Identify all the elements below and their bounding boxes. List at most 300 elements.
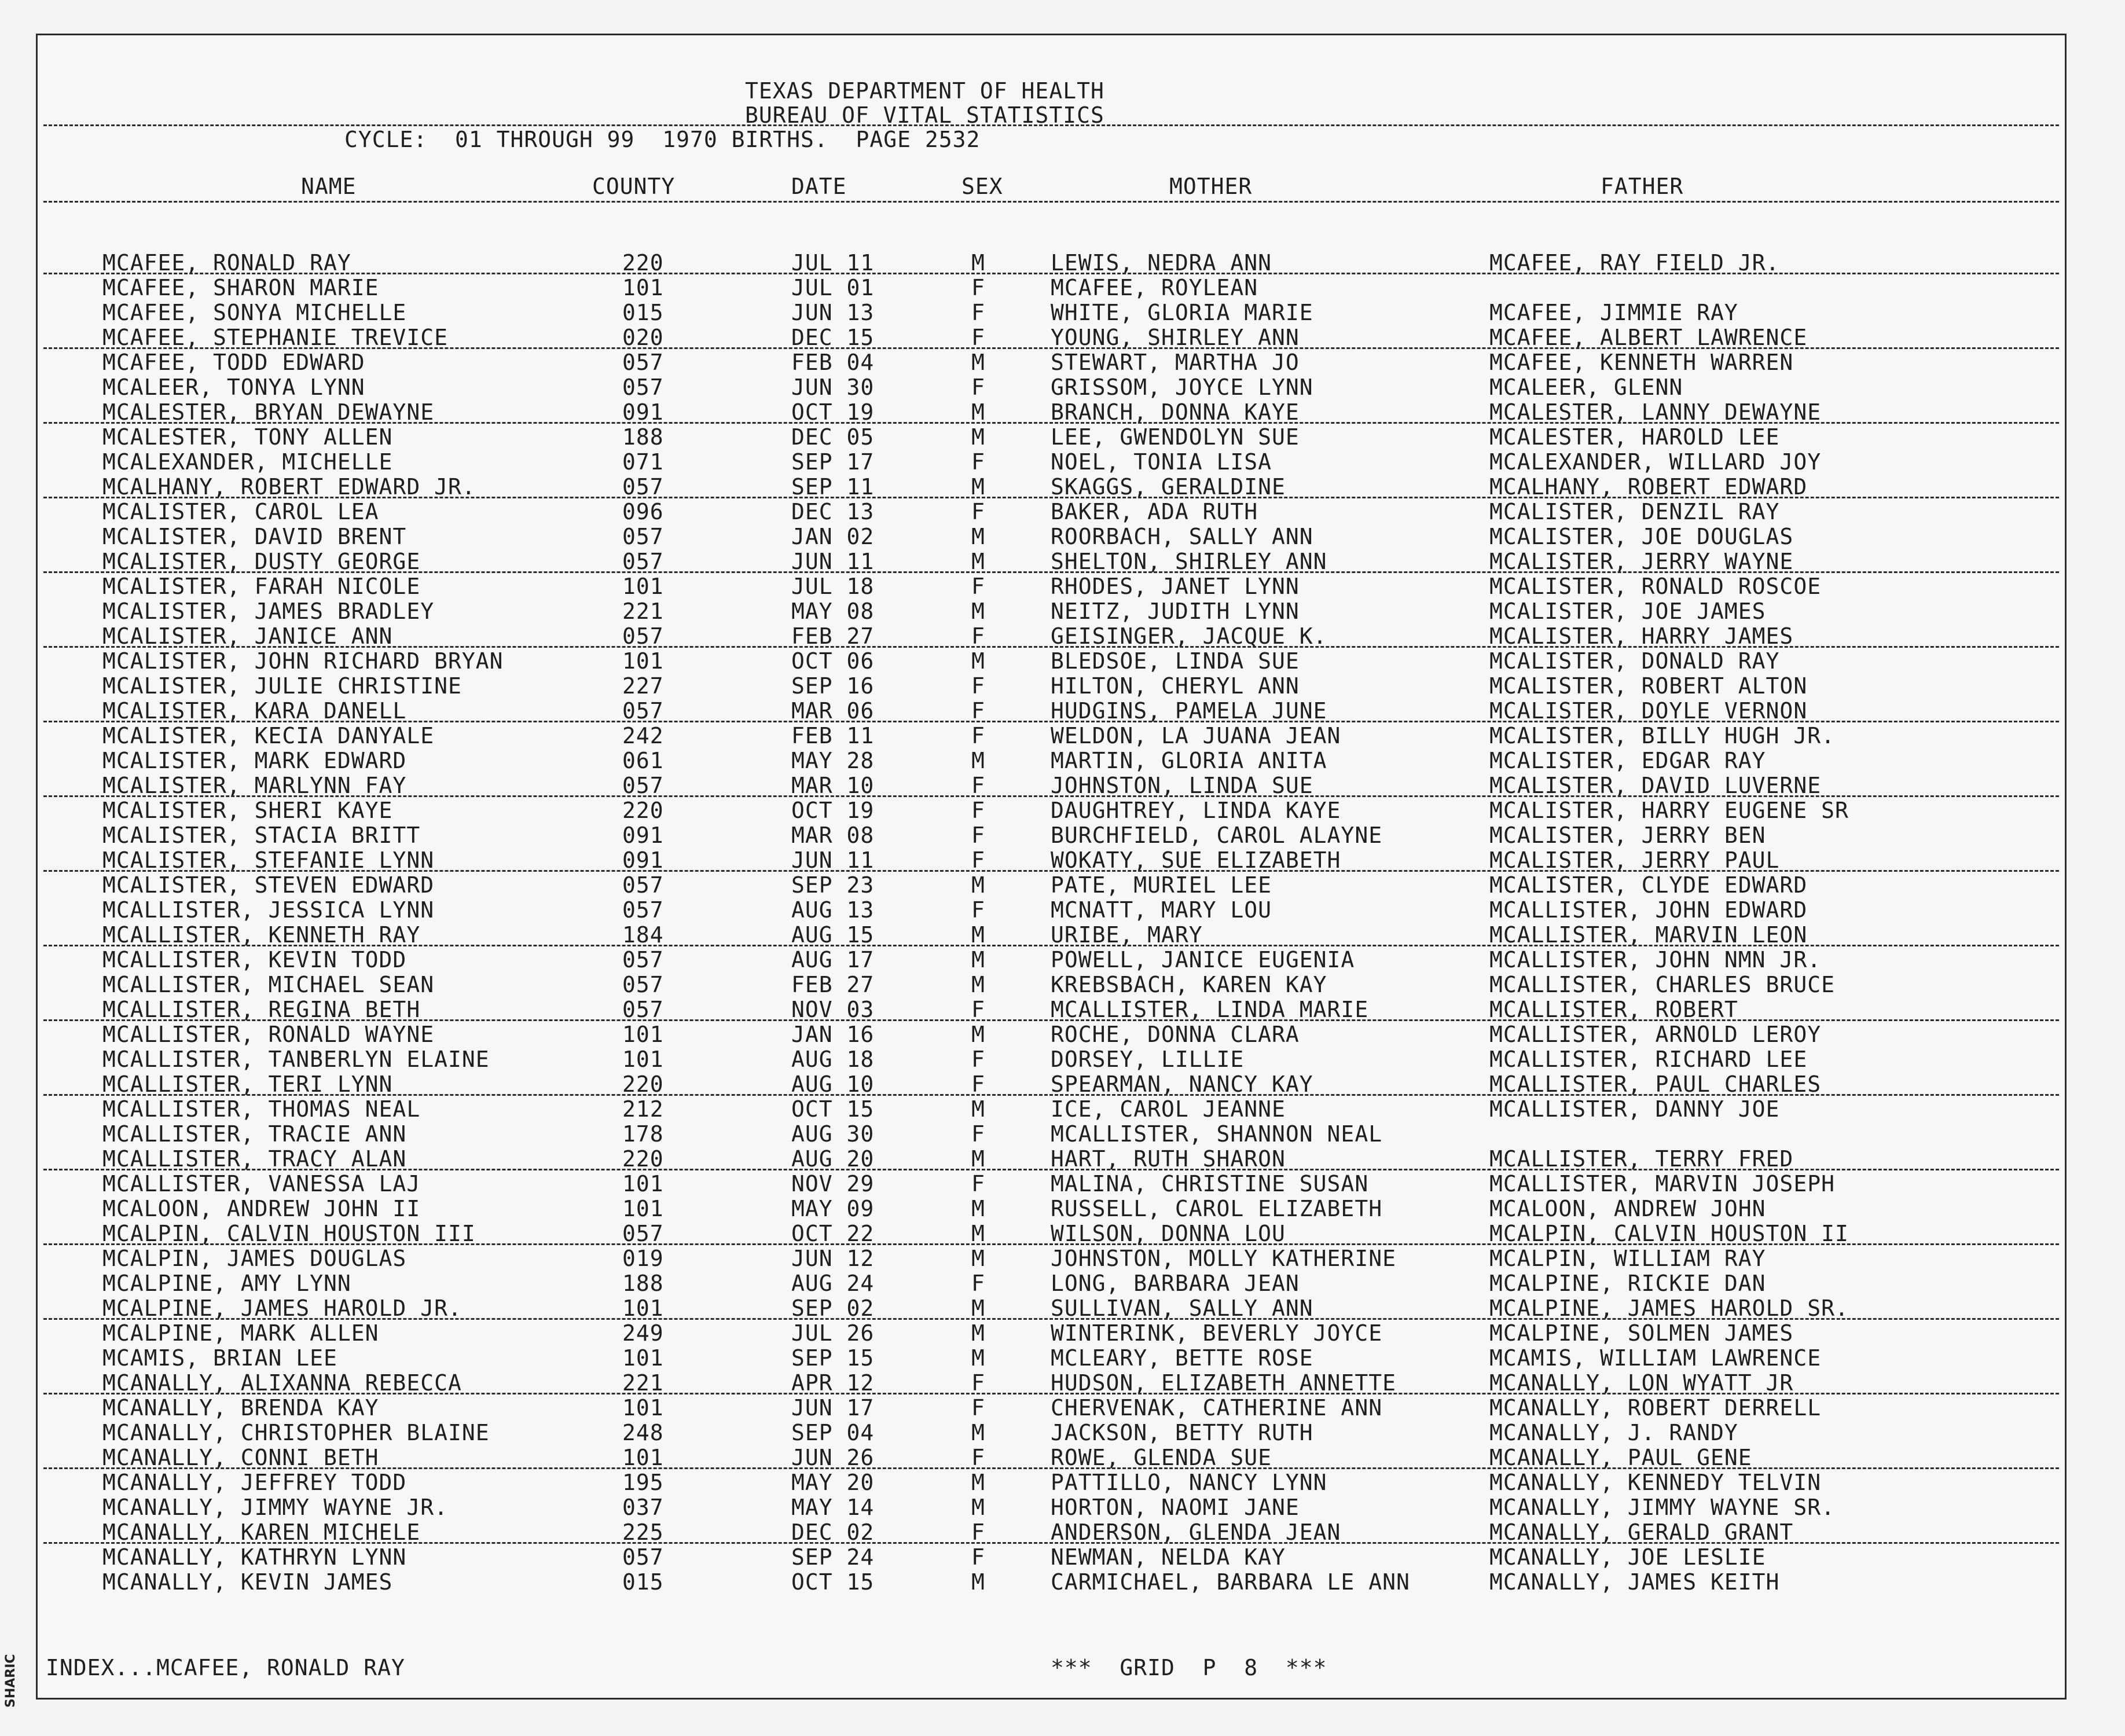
cell-father: MCALLISTER, DANNY JOE bbox=[1489, 1096, 1780, 1122]
cell-name: MCALISTER, JOHN RICHARD BRYAN bbox=[102, 648, 504, 674]
cell-date: AUG 13 bbox=[791, 897, 875, 923]
table-row bbox=[38, 1346, 2065, 1371]
cell-mother: ROCHE, DONNA CLARA bbox=[1051, 1022, 1300, 1047]
cell-name: MCANALLY, CHRISTOPHER BLAINE bbox=[102, 1420, 490, 1445]
cell-sex: M bbox=[971, 1221, 985, 1246]
cell-mother: WOKATY, SUE ELIZABETH bbox=[1051, 847, 1341, 873]
cell-mother: NOEL, TONIA LISA bbox=[1051, 449, 1272, 475]
cell-mother: HORTON, NAOMI JANE bbox=[1051, 1495, 1300, 1520]
cell-father: MCALISTER, HARRY JAMES bbox=[1489, 623, 1794, 649]
cell-sex: M bbox=[971, 1295, 985, 1321]
cell-county: 101 bbox=[622, 1295, 664, 1321]
cell-sex: F bbox=[971, 1520, 985, 1545]
cell-sex: M bbox=[971, 748, 985, 773]
cell-sex: M bbox=[971, 1096, 985, 1122]
cell-mother: MCALLISTER, LINDA MARIE bbox=[1051, 997, 1369, 1022]
cell-sex: M bbox=[971, 350, 985, 375]
cell-sex: M bbox=[971, 1345, 985, 1371]
cell-name: MCALLISTER, THOMAS NEAL bbox=[102, 1096, 421, 1122]
cell-date: DEC 02 bbox=[791, 1520, 875, 1545]
cell-mother: LONG, BARBARA JEAN bbox=[1051, 1271, 1300, 1296]
table-row bbox=[38, 599, 2065, 624]
cell-name: MCAFEE, SHARON MARIE bbox=[102, 275, 379, 300]
cell-sex: M bbox=[971, 474, 985, 500]
table-row bbox=[38, 1495, 2065, 1520]
cell-mother: BAKER, ADA RUTH bbox=[1051, 499, 1258, 524]
cell-county: 057 bbox=[622, 549, 664, 574]
cell-county: 221 bbox=[622, 599, 664, 624]
cell-county: 015 bbox=[622, 1569, 664, 1595]
table-row bbox=[38, 748, 2065, 773]
cell-date: JUN 30 bbox=[791, 375, 875, 400]
table-row bbox=[38, 1321, 2065, 1346]
cell-sex: M bbox=[971, 648, 985, 674]
cell-father: MCALLISTER, PAUL CHARLES bbox=[1489, 1071, 1822, 1097]
cell-father: MCAFEE, KENNETH WARREN bbox=[1489, 350, 1794, 375]
cell-sex: F bbox=[971, 1445, 985, 1470]
table-row bbox=[38, 1246, 2065, 1271]
cell-county: 221 bbox=[622, 1370, 664, 1396]
cell-mother: SPEARMAN, NANCY KAY bbox=[1051, 1071, 1313, 1097]
cell-county: 101 bbox=[622, 1345, 664, 1371]
cell-name: MCAFEE, TODD EDWARD bbox=[102, 350, 365, 375]
table-row bbox=[38, 1047, 2065, 1072]
cell-sex: F bbox=[971, 375, 985, 400]
cell-county: 188 bbox=[622, 424, 664, 450]
cell-county: 057 bbox=[622, 773, 664, 798]
cell-father: MCALISTER, EDGAR RAY bbox=[1489, 748, 1766, 773]
cell-date: JAN 16 bbox=[791, 1022, 875, 1047]
cell-name: MCALLISTER, TRACIE ANN bbox=[102, 1121, 407, 1147]
cell-date: OCT 19 bbox=[791, 399, 875, 425]
table-row bbox=[38, 773, 2065, 798]
cell-mother: MCNATT, MARY LOU bbox=[1051, 897, 1272, 923]
cell-date: JUL 11 bbox=[791, 250, 875, 276]
table-row bbox=[38, 997, 2065, 1022]
column-headers bbox=[38, 174, 2065, 200]
cell-county: 057 bbox=[622, 375, 664, 400]
cell-mother: WELDON, LA JUANA JEAN bbox=[1051, 723, 1341, 748]
cell-name: MCALEXANDER, MICHELLE bbox=[102, 449, 393, 475]
cell-mother: MCLEARY, BETTE ROSE bbox=[1051, 1345, 1313, 1371]
cell-father: MCALLISTER, TERRY FRED bbox=[1489, 1146, 1794, 1172]
cell-mother: PATE, MURIEL LEE bbox=[1051, 872, 1272, 898]
cell-mother: ICE, CAROL JEANNE bbox=[1051, 1096, 1286, 1122]
cell-mother: SHELTON, SHIRLEY ANN bbox=[1051, 549, 1327, 574]
cell-sex: M bbox=[971, 599, 985, 624]
cell-father: MCALLISTER, MARVIN JOSEPH bbox=[1489, 1171, 1835, 1197]
cell-father: MCALPIN, WILLIAM RAY bbox=[1489, 1246, 1766, 1271]
table-row bbox=[38, 1470, 2065, 1495]
cell-name: MCAFEE, RONALD RAY bbox=[102, 250, 351, 276]
cell-name: MCANALLY, JIMMY WAYNE JR. bbox=[102, 1495, 448, 1520]
cell-county: 220 bbox=[622, 798, 664, 823]
cell-mother: NEITZ, JUDITH LYNN bbox=[1051, 599, 1300, 624]
cell-father: MCAMIS, WILLIAM LAWRENCE bbox=[1489, 1345, 1822, 1371]
cell-mother: BURCHFIELD, CAROL ALAYNE bbox=[1051, 823, 1383, 848]
cell-father: MCALISTER, JERRY WAYNE bbox=[1489, 549, 1794, 574]
cell-date: DEC 15 bbox=[791, 325, 875, 350]
cell-county: 212 bbox=[622, 1096, 664, 1122]
cell-sex: M bbox=[971, 1146, 985, 1172]
cell-date: FEB 11 bbox=[791, 723, 875, 748]
cell-father: MCANALLY, J. RANDY bbox=[1489, 1420, 1738, 1445]
cell-name: MCALLISTER, TANBERLYN ELAINE bbox=[102, 1047, 490, 1072]
cell-sex: M bbox=[971, 1022, 985, 1047]
cell-date: OCT 06 bbox=[791, 648, 875, 674]
cell-date: SEP 24 bbox=[791, 1544, 875, 1570]
cell-father: MCALPINE, RICKIE DAN bbox=[1489, 1271, 1766, 1296]
cell-name: MCALISTER, CAROL LEA bbox=[102, 499, 379, 524]
table-row bbox=[38, 475, 2065, 500]
cell-father: MCALLISTER, ARNOLD LEROY bbox=[1489, 1022, 1822, 1047]
table-row bbox=[38, 649, 2065, 674]
cell-county: 091 bbox=[622, 847, 664, 873]
cell-date: MAR 06 bbox=[791, 698, 875, 724]
cell-county: 057 bbox=[622, 897, 664, 923]
cell-name: MCALLISTER, VANESSA LAJ bbox=[102, 1171, 421, 1197]
cell-date: AUG 15 bbox=[791, 922, 875, 948]
cell-name: MCANALLY, KAREN MICHELE bbox=[102, 1520, 421, 1545]
table-row bbox=[38, 450, 2065, 475]
cell-sex: F bbox=[971, 499, 985, 524]
cell-sex: M bbox=[971, 972, 985, 997]
cell-county: 020 bbox=[622, 325, 664, 350]
cell-county: 184 bbox=[622, 922, 664, 948]
cell-county: 220 bbox=[622, 1071, 664, 1097]
cell-father: MCALISTER, HARRY EUGENE SR bbox=[1489, 798, 1849, 823]
cell-county: 096 bbox=[622, 499, 664, 524]
cell-name: MCAFEE, SONYA MICHELLE bbox=[102, 300, 407, 325]
cell-mother: HART, RUTH SHARON bbox=[1051, 1146, 1286, 1172]
cell-date: MAY 14 bbox=[791, 1495, 875, 1520]
cell-father: MCAFEE, RAY FIELD JR. bbox=[1489, 250, 1780, 276]
cell-county: 101 bbox=[622, 1445, 664, 1470]
divider bbox=[43, 124, 2059, 126]
cell-date: SEP 15 bbox=[791, 1345, 875, 1371]
cell-date: OCT 19 bbox=[791, 798, 875, 823]
cell-name: MCALLISTER, KEVIN TODD bbox=[102, 947, 407, 972]
cell-sex: M bbox=[971, 1420, 985, 1445]
col-county: COUNTY bbox=[592, 174, 676, 199]
cell-name: MCALLISTER, KENNETH RAY bbox=[102, 922, 421, 948]
col-father: FATHER bbox=[1601, 174, 1684, 199]
cell-date: FEB 04 bbox=[791, 350, 875, 375]
cell-sex: F bbox=[971, 997, 985, 1022]
cell-sex: M bbox=[971, 872, 985, 898]
cell-date: SEP 17 bbox=[791, 449, 875, 475]
cell-date: SEP 02 bbox=[791, 1295, 875, 1321]
footer-index: INDEX...MCAFEE, RONALD RAY bbox=[46, 1655, 405, 1680]
cell-father: MCAFEE, JIMMIE RAY bbox=[1489, 300, 1738, 325]
cell-sex: F bbox=[971, 623, 985, 649]
cell-father: MCALPIN, CALVIN HOUSTON II bbox=[1489, 1221, 1849, 1246]
cell-mother: DORSEY, LILLIE bbox=[1051, 1047, 1245, 1072]
cell-name: MCALOON, ANDREW JOHN II bbox=[102, 1196, 421, 1221]
cell-county: 057 bbox=[622, 350, 664, 375]
cell-mother: DAUGHTREY, LINDA KAYE bbox=[1051, 798, 1341, 823]
cell-name: MCALISTER, MARK EDWARD bbox=[102, 748, 407, 773]
cell-sex: F bbox=[971, 1395, 985, 1421]
cell-sex: M bbox=[971, 1196, 985, 1221]
cell-date: NOV 29 bbox=[791, 1171, 875, 1197]
cell-father: MCALHANY, ROBERT EDWARD bbox=[1489, 474, 1808, 500]
cell-name: MCALPINE, AMY LYNN bbox=[102, 1271, 351, 1296]
cell-mother: WHITE, GLORIA MARIE bbox=[1051, 300, 1313, 325]
cell-name: MCALLISTER, MICHAEL SEAN bbox=[102, 972, 435, 997]
cell-mother: YOUNG, SHIRLEY ANN bbox=[1051, 325, 1300, 350]
cell-mother: KREBSBACH, KAREN KAY bbox=[1051, 972, 1327, 997]
cell-date: AUG 30 bbox=[791, 1121, 875, 1147]
cell-father: MCANALLY, PAUL GENE bbox=[1489, 1445, 1752, 1470]
cell-date: JUL 26 bbox=[791, 1320, 875, 1346]
cell-mother: JACKSON, BETTY RUTH bbox=[1051, 1420, 1313, 1445]
cell-sex: F bbox=[971, 325, 985, 350]
cell-mother: POWELL, JANICE EUGENIA bbox=[1051, 947, 1355, 972]
cell-name: MCALPINE, MARK ALLEN bbox=[102, 1320, 379, 1346]
table-row bbox=[38, 1221, 2065, 1246]
cell-name: MCALISTER, KARA DANELL bbox=[102, 698, 407, 724]
cell-county: 091 bbox=[622, 399, 664, 425]
cell-sex: M bbox=[971, 524, 985, 549]
cell-county: 019 bbox=[622, 1246, 664, 1271]
cell-county: 195 bbox=[622, 1470, 664, 1495]
cell-date: AUG 18 bbox=[791, 1047, 875, 1072]
col-name: NAME bbox=[301, 174, 357, 199]
cell-mother: BLEDSOE, LINDA SUE bbox=[1051, 648, 1300, 674]
cell-father: MCALESTER, HAROLD LEE bbox=[1489, 424, 1780, 450]
cell-county: 057 bbox=[622, 474, 664, 500]
cell-mother: NEWMAN, NELDA KAY bbox=[1051, 1544, 1286, 1570]
cell-mother: JOHNSTON, MOLLY KATHERINE bbox=[1051, 1246, 1396, 1271]
cell-date: JUN 11 bbox=[791, 549, 875, 574]
table-row bbox=[38, 823, 2065, 848]
cell-sex: F bbox=[971, 1370, 985, 1396]
cell-mother: ROORBACH, SALLY ANN bbox=[1051, 524, 1313, 549]
cell-mother: LEWIS, NEDRA ANN bbox=[1051, 250, 1272, 276]
table-row bbox=[38, 798, 2065, 823]
cell-sex: M bbox=[971, 947, 985, 972]
cell-date: SEP 04 bbox=[791, 1420, 875, 1445]
cell-mother: BRANCH, DONNA KAYE bbox=[1051, 399, 1300, 425]
table-row bbox=[38, 1445, 2065, 1470]
cell-sex: F bbox=[971, 1271, 985, 1296]
table-row bbox=[38, 1271, 2065, 1296]
cell-date: OCT 15 bbox=[791, 1569, 875, 1595]
table-row bbox=[38, 325, 2065, 350]
cell-date: JUN 26 bbox=[791, 1445, 875, 1470]
divider bbox=[43, 201, 2059, 203]
cell-mother: GRISSOM, JOYCE LYNN bbox=[1051, 375, 1313, 400]
cell-mother: HUDSON, ELIZABETH ANNETTE bbox=[1051, 1370, 1396, 1396]
cell-date: FEB 27 bbox=[791, 972, 875, 997]
cell-date: MAY 28 bbox=[791, 748, 875, 773]
cell-county: 101 bbox=[622, 275, 664, 300]
cell-name: MCALLISTER, JESSICA LYNN bbox=[102, 897, 435, 923]
cell-mother: MARTIN, GLORIA ANITA bbox=[1051, 748, 1327, 773]
cell-father: MCALLISTER, CHARLES BRUCE bbox=[1489, 972, 1835, 997]
cell-father: MCALESTER, LANNY DEWAYNE bbox=[1489, 399, 1822, 425]
cell-county: 057 bbox=[622, 997, 664, 1022]
cell-date: JUN 12 bbox=[791, 1246, 875, 1271]
cell-name: MCALPINE, JAMES HAROLD JR. bbox=[102, 1295, 462, 1321]
cell-county: 101 bbox=[622, 574, 664, 599]
cell-date: OCT 22 bbox=[791, 1221, 875, 1246]
cell-name: MCAFEE, STEPHANIE TREVICE bbox=[102, 325, 448, 350]
cell-name: MCALISTER, DUSTY GEORGE bbox=[102, 549, 421, 574]
cell-date: AUG 17 bbox=[791, 947, 875, 972]
cell-name: MCALEER, TONYA LYNN bbox=[102, 375, 365, 400]
cell-county: 101 bbox=[622, 648, 664, 674]
cell-father: MCALLISTER, MARVIN LEON bbox=[1489, 922, 1808, 948]
cell-name: MCAMIS, BRIAN LEE bbox=[102, 1345, 337, 1371]
cell-name: MCANALLY, JEFFREY TODD bbox=[102, 1470, 407, 1495]
cell-name: MCANALLY, CONNI BETH bbox=[102, 1445, 379, 1470]
cell-sex: F bbox=[971, 798, 985, 823]
cell-date: MAR 10 bbox=[791, 773, 875, 798]
cell-sex: F bbox=[971, 773, 985, 798]
cell-date: SEP 11 bbox=[791, 474, 875, 500]
cell-father: MCALEXANDER, WILLARD JOY bbox=[1489, 449, 1822, 475]
header-bureau: BUREAU OF VITAL STATISTICS bbox=[745, 102, 1104, 128]
cell-county: 227 bbox=[622, 673, 664, 699]
cell-name: MCALESTER, TONY ALLEN bbox=[102, 424, 393, 450]
cell-sex: F bbox=[971, 1071, 985, 1097]
cell-father: MCANALLY, GERALD GRANT bbox=[1489, 1520, 1794, 1545]
cell-father: MCANALLY, JOE LESLIE bbox=[1489, 1544, 1766, 1570]
cell-county: 057 bbox=[622, 698, 664, 724]
table-row bbox=[38, 972, 2065, 997]
cell-mother: HUDGINS, PAMELA JUNE bbox=[1051, 698, 1327, 724]
table-row bbox=[38, 1570, 2065, 1595]
cell-county: 101 bbox=[622, 1196, 664, 1221]
table-row bbox=[38, 350, 2065, 375]
cell-county: 101 bbox=[622, 1171, 664, 1197]
table-row bbox=[38, 699, 2065, 724]
cell-county: 091 bbox=[622, 823, 664, 848]
cell-date: DEC 05 bbox=[791, 424, 875, 450]
cell-name: MCALLISTER, REGINA BETH bbox=[102, 997, 421, 1022]
cell-name: MCALPIN, JAMES DOUGLAS bbox=[102, 1246, 407, 1271]
cell-county: 057 bbox=[622, 1221, 664, 1246]
cell-father: MCALISTER, DAVID LUVERNE bbox=[1489, 773, 1822, 798]
cell-father: MCANALLY, JAMES KEITH bbox=[1489, 1569, 1780, 1595]
cell-father: MCANALLY, ROBERT DERRELL bbox=[1489, 1395, 1822, 1421]
cell-mother: MCALLISTER, SHANNON NEAL bbox=[1051, 1121, 1383, 1147]
cell-father: MCALISTER, DENZIL RAY bbox=[1489, 499, 1780, 524]
cell-name: MCALISTER, JAMES BRADLEY bbox=[102, 599, 435, 624]
cell-county: 071 bbox=[622, 449, 664, 475]
cell-sex: F bbox=[971, 1544, 985, 1570]
cell-sex: F bbox=[971, 1047, 985, 1072]
cell-county: 057 bbox=[622, 524, 664, 549]
cell-county: 057 bbox=[622, 972, 664, 997]
table-row bbox=[38, 1097, 2065, 1122]
footer-grid: *** GRID P 8 *** bbox=[1051, 1655, 1327, 1680]
cell-name: MCANALLY, KATHRYN LYNN bbox=[102, 1544, 407, 1570]
cell-name: MCALISTER, MARLYNN FAY bbox=[102, 773, 407, 798]
cell-name: MCALLISTER, TRACY ALAN bbox=[102, 1146, 407, 1172]
cell-mother: LEE, GWENDOLYN SUE bbox=[1051, 424, 1300, 450]
cell-name: MCALPIN, CALVIN HOUSTON III bbox=[102, 1221, 476, 1246]
cell-father: MCALEER, GLENN bbox=[1489, 375, 1683, 400]
side-label: SHARIC bbox=[3, 1654, 18, 1708]
cell-county: 057 bbox=[622, 872, 664, 898]
cell-sex: M bbox=[971, 1495, 985, 1520]
cell-date: MAY 09 bbox=[791, 1196, 875, 1221]
cell-date: AUG 24 bbox=[791, 1271, 875, 1296]
cell-county: 242 bbox=[622, 723, 664, 748]
cell-sex: F bbox=[971, 1171, 985, 1197]
table-row bbox=[38, 251, 2065, 276]
cell-county: 061 bbox=[622, 748, 664, 773]
col-date: DATE bbox=[791, 174, 847, 199]
cell-sex: M bbox=[971, 549, 985, 574]
table-row bbox=[38, 300, 2065, 325]
cell-county: 188 bbox=[622, 1271, 664, 1296]
cell-county: 178 bbox=[622, 1121, 664, 1147]
cell-father: MCALISTER, CLYDE EDWARD bbox=[1489, 872, 1808, 898]
cell-date: JUN 11 bbox=[791, 847, 875, 873]
cell-county: 225 bbox=[622, 1520, 664, 1545]
cell-mother: MCAFEE, ROYLEAN bbox=[1051, 275, 1258, 300]
cell-date: JUL 01 bbox=[791, 275, 875, 300]
cell-mother: CARMICHAEL, BARBARA LE ANN bbox=[1051, 1569, 1410, 1595]
cell-date: MAY 08 bbox=[791, 599, 875, 624]
table-row bbox=[38, 574, 2065, 599]
cell-sex: F bbox=[971, 300, 985, 325]
cell-sex: F bbox=[971, 1121, 985, 1147]
cell-date: JUN 13 bbox=[791, 300, 875, 325]
cell-sex: F bbox=[971, 847, 985, 873]
cell-father: MCALISTER, BILLY HUGH JR. bbox=[1489, 723, 1835, 748]
cell-father: MCALISTER, JOE JAMES bbox=[1489, 599, 1766, 624]
table-row bbox=[38, 674, 2065, 699]
cell-mother: PATTILLO, NANCY LYNN bbox=[1051, 1470, 1327, 1495]
cell-father: MCALISTER, DOYLE VERNON bbox=[1489, 698, 1808, 724]
cell-date: SEP 16 bbox=[791, 673, 875, 699]
cell-county: 101 bbox=[622, 1047, 664, 1072]
table-row bbox=[38, 500, 2065, 524]
cell-county: 101 bbox=[622, 1395, 664, 1421]
cell-name: MCANALLY, BRENDA KAY bbox=[102, 1395, 379, 1421]
cell-date: AUG 20 bbox=[791, 1146, 875, 1172]
cell-father: MCALISTER, JERRY PAUL bbox=[1489, 847, 1780, 873]
table-row bbox=[38, 848, 2065, 873]
cell-name: MCALESTER, BRYAN DEWAYNE bbox=[102, 399, 435, 425]
table-row bbox=[38, 923, 2065, 948]
cell-county: 220 bbox=[622, 250, 664, 276]
cell-sex: M bbox=[971, 1569, 985, 1595]
table-row bbox=[38, 1421, 2065, 1445]
cell-date: MAY 20 bbox=[791, 1470, 875, 1495]
cell-mother: WINTERINK, BEVERLY JOYCE bbox=[1051, 1320, 1383, 1346]
cell-name: MCALISTER, KECIA DANYALE bbox=[102, 723, 435, 748]
table-row bbox=[38, 724, 2065, 748]
cell-father: MCALPINE, SOLMEN JAMES bbox=[1489, 1320, 1794, 1346]
table-row bbox=[38, 524, 2065, 549]
cell-name: MCALISTER, FARAH NICOLE bbox=[102, 574, 421, 599]
cell-sex: M bbox=[971, 1320, 985, 1346]
cell-mother: URIBE, MARY bbox=[1051, 922, 1203, 948]
cell-mother: WILSON, DONNA LOU bbox=[1051, 1221, 1286, 1246]
cell-mother: SKAGGS, GERALDINE bbox=[1051, 474, 1286, 500]
table-row bbox=[38, 549, 2065, 574]
cell-mother: MALINA, CHRISTINE SUSAN bbox=[1051, 1171, 1369, 1197]
table-row bbox=[38, 1296, 2065, 1321]
table-row bbox=[38, 276, 2065, 300]
cell-county: 037 bbox=[622, 1495, 664, 1520]
